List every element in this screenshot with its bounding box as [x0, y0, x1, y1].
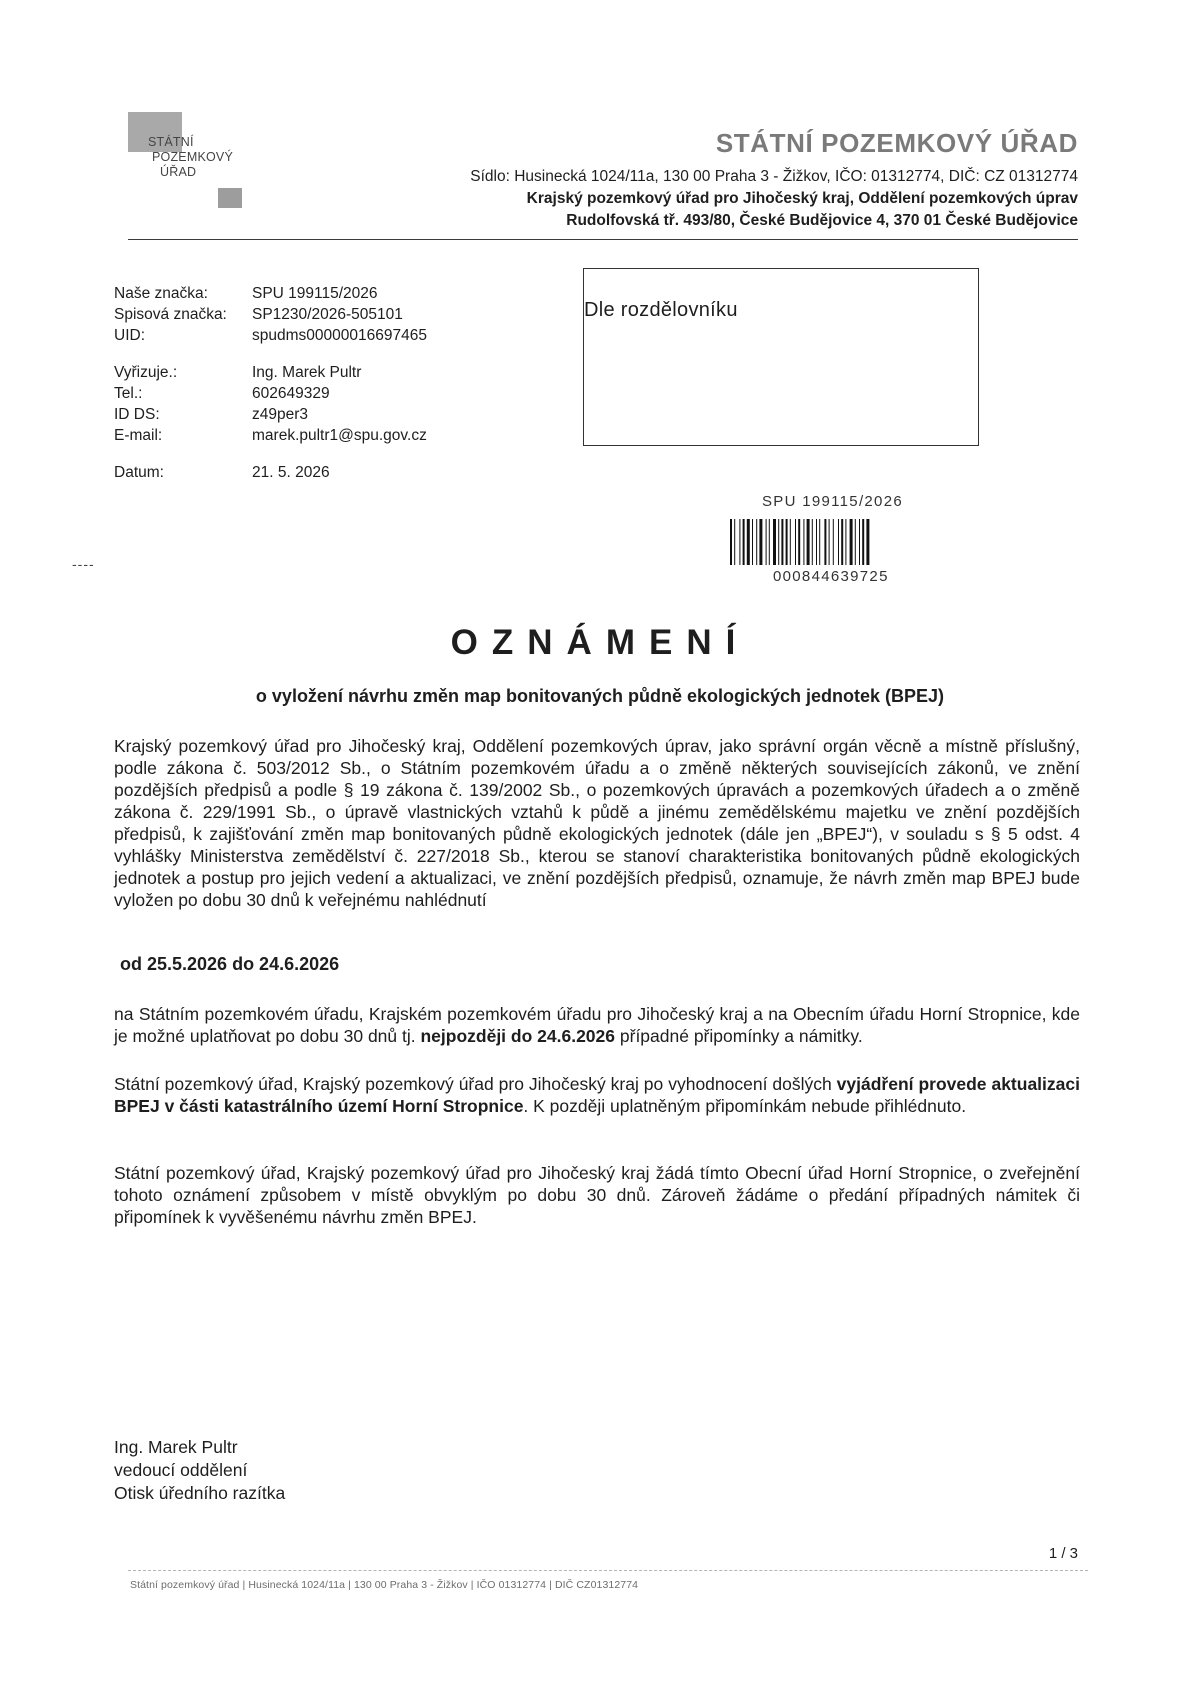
barcode-bar	[850, 519, 853, 565]
paragraph-intro: Krajský pozemkový úřad pro Jihočeský kraj, Oddělení pozemkových úprav, jako správní orgán věcně a místně příslušný, podle zákona č. 503/2012 Sb., o Státním pozemkovém úřadu a o změně některých souvisejících zákonů, ve znění pozdějších předpisů a podle § 19 zákona č. 139/2002 Sb., o pozemkových úpravách a pozemkových úřadech a o změně zákona č. 229/1991 Sb., o úpravě vlastnických vztahů k půdě a jinému zemědělskému majetku ve znění pozdějších předpisů, k zajišťování změn map bonitovaných půdně ekologických jednotek (dále jen „BPEJ“), v souladu s § 5 odst. 4 vyhlášky Ministerstva zemědělství č. 227/2018 Sb., kterou se stanoví charakteristika bonitovaných půdně ekologických jednotek a postup pro jejich vedení a aktualizaci, ve znění pozdějších předpisů, oznamuje, že návrh změn map BPEJ bude vyložen po dobu 30 dnů k veřejnému nahlédnutí	[114, 736, 1080, 910]
email-value: marek.pultr1@spu.gov.cz	[252, 427, 427, 444]
barcode-bar	[739, 519, 740, 565]
logo-block-bottom	[218, 188, 242, 208]
barcode-bar	[756, 519, 757, 565]
barcode-bar	[859, 519, 860, 565]
barcode-bar	[816, 519, 817, 565]
phone-label: Tel.:	[114, 385, 143, 402]
barcode-bar	[778, 519, 779, 565]
barcode-bar	[845, 519, 846, 565]
barcode-bar	[829, 519, 830, 565]
organization-title: STÁTNÍ POZEMKOVÝ ÚŘAD	[715, 128, 1078, 158]
signatory-position: vedoucí oddělení	[114, 1460, 248, 1480]
header-branch: Krajský pozemkový úřad pro Jihočeský kraj, Oddělení pozemkových úprav	[526, 190, 1078, 207]
margin-mark: ----	[72, 556, 95, 572]
file-ref-value: SP1230/2026-505101	[252, 306, 403, 323]
phone-value: 602649329	[252, 385, 330, 402]
barcode-bar	[812, 519, 813, 565]
paragraph-update-text-b: . K později uplatněným připomínkám nebude přihlédnuto.	[523, 1096, 967, 1116]
footer-text: Státní pozemkový úřad | Husinecká 1024/11a | 130 00 Praha 3 - Žižkov | IČO 01312774 | DIČ CZ01312774	[130, 1579, 639, 1591]
recipient-box	[583, 268, 979, 446]
barcode-bar	[862, 519, 864, 565]
date-value: 21. 5. 2026	[252, 464, 330, 481]
barcode-bar	[798, 519, 800, 565]
display-period: od 25.5.2026 do 24.6.2026	[120, 954, 340, 974]
barcode-bar	[730, 519, 732, 565]
page-number: 1 / 3	[1048, 1545, 1078, 1562]
barcode-bar	[803, 519, 804, 565]
date-label: Datum:	[114, 464, 164, 481]
uid-label: UID:	[114, 327, 145, 344]
paragraph-update	[114, 1073, 1080, 1117]
our-ref-label: Naše značka:	[114, 285, 208, 302]
data-box-label: ID DS:	[114, 406, 160, 423]
barcode-bar	[795, 519, 796, 565]
barcode-bar	[747, 519, 750, 565]
logo-line-2: POZEMKOVÝ	[152, 150, 233, 164]
barcode-bar	[781, 519, 783, 565]
barcode-bar	[752, 519, 753, 565]
footer-divider	[128, 1570, 1088, 1571]
barcode-bar	[841, 519, 843, 565]
barcode-bar	[786, 519, 788, 565]
contact-block	[114, 362, 427, 446]
barcode-bar	[833, 519, 834, 565]
barcode-bar	[824, 519, 826, 565]
logo-line-3: ÚŘAD	[160, 165, 197, 179]
barcode-number: 000844639725	[773, 568, 889, 585]
header-address: Rudolfovská tř. 493/80, České Budějovice 4, 370 01 České Budějovice	[566, 212, 1078, 229]
barcode-bar	[866, 519, 869, 565]
stamp-note: Otisk úředního razítka	[114, 1483, 286, 1503]
barcode-bar	[759, 519, 762, 565]
barcode	[730, 519, 940, 565]
barcode-bar	[773, 519, 776, 565]
barcode-bar	[790, 519, 791, 565]
update-statement: vyjádření provede aktualizaci BPEJ v části katastrálního území Horní Stropnice	[114, 1074, 1080, 1116]
document-subtitle: o vyložení návrhu změn map bonitovaných půdně ekologických jednotek (BPEJ)	[255, 686, 945, 706]
barcode-bar	[819, 519, 820, 565]
data-box-value: z49per3	[252, 406, 309, 423]
signatory-name: Ing. Marek Pultr	[114, 1437, 238, 1457]
email-label: E-mail:	[114, 427, 163, 444]
barcode-bar	[855, 519, 856, 565]
file-ref-label: Spisová značka:	[114, 306, 227, 323]
handler-value: Ing. Marek Pultr	[252, 364, 362, 381]
barcode-bar	[838, 519, 839, 565]
signature-block	[114, 1436, 285, 1505]
header-seat: Sídlo: Husinecká 1024/11a, 130 00 Praha 3 - Žižkov, IČO: 01312774, DIČ: CZ 01312774	[470, 168, 1078, 185]
handler-label: Vyřizuje.:	[114, 364, 178, 381]
barcode-bar	[743, 519, 745, 565]
barcode-reference: SPU 199115/2026	[762, 493, 903, 510]
document-title: OZNÁMENÍ	[450, 623, 750, 662]
date-block	[114, 462, 330, 483]
paragraph-location	[114, 1003, 1080, 1047]
barcode-bar	[766, 519, 767, 565]
uid-value: spudms00000016697465	[252, 327, 427, 344]
paragraph-update-text-a: Státní pozemkový úřad, Krajský pozemkový úřad pro Jihočeský kraj po vyhodnocení došlých	[114, 1074, 837, 1094]
paragraph-location-text-a: na Státním pozemkovém úřadu, Krajském pozemkovém úřadu pro Jihočeský kraj a na Obecním úřadu Horní Stropnice, kde je možné uplatňovat po dobu 30 dnů tj.	[114, 1004, 1080, 1046]
paragraph-location-text-b: případné připomínky a námitky.	[615, 1026, 863, 1046]
deadline: nejpozději do 24.6.2026	[420, 1026, 616, 1046]
our-ref-value: SPU 199115/2026	[252, 285, 378, 302]
header-divider	[128, 239, 1078, 240]
barcode-bar	[807, 519, 810, 565]
barcode-bar	[734, 519, 735, 565]
logo-line-1: STÁTNÍ	[148, 135, 194, 149]
barcode-bar	[769, 519, 770, 565]
recipient-text: Dle rozdělovníku	[584, 299, 738, 321]
reference-block	[114, 283, 427, 346]
logo	[148, 135, 233, 180]
paragraph-request: Státní pozemkový úřad, Krajský pozemkový úřad pro Jihočeský kraj žádá tímto Obecní úřad Horní Stropnice, o zveřejnění tohoto oznámení způsobem v místě obvyklým po dobu 30 dnů. Zároveň žádáme o předání případných námitek či připomínek k vyvěšenému návrhu změn BPEJ.	[114, 1163, 1080, 1227]
